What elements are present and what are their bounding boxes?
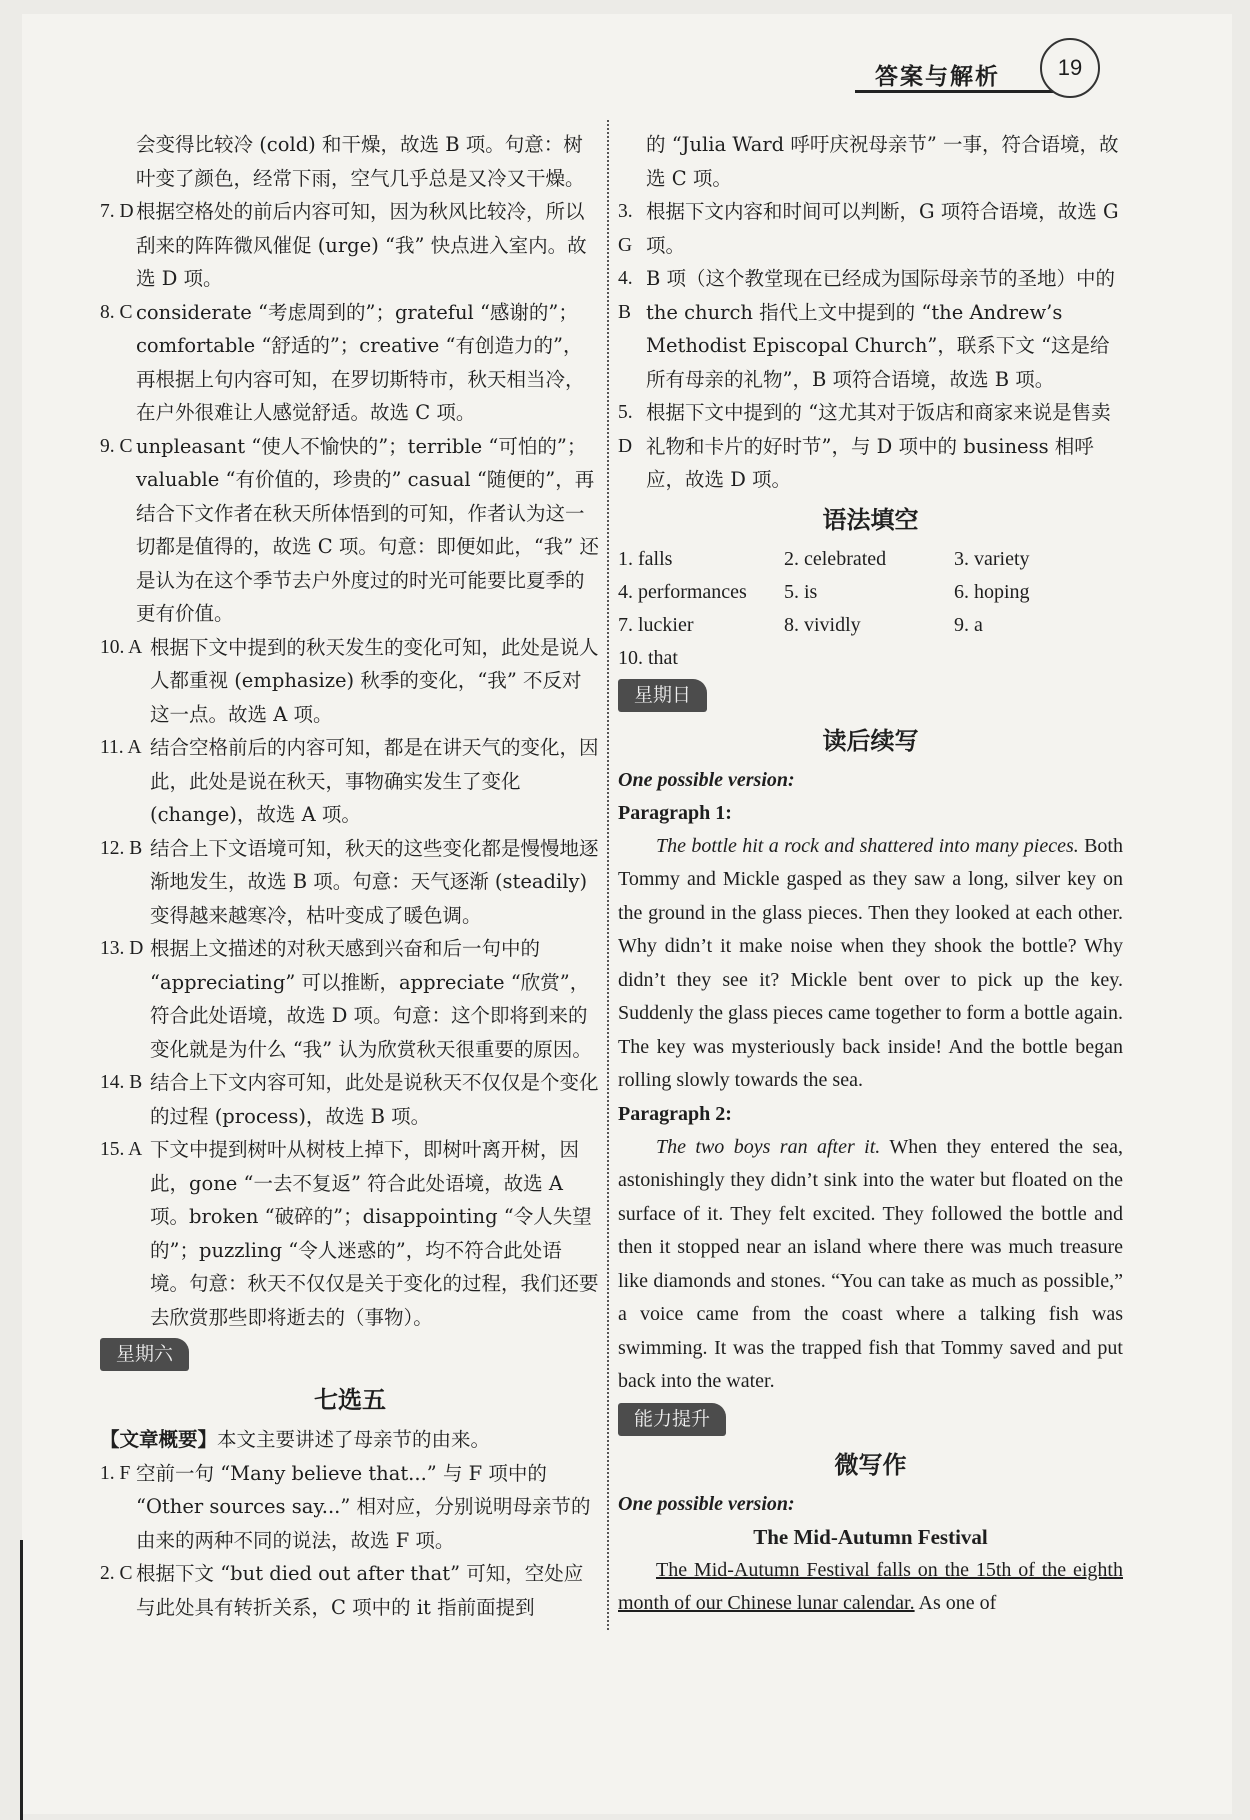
answer-item (618, 396, 1123, 497)
answer-item (100, 1066, 600, 1133)
paragraph-1 (618, 830, 1123, 1098)
paragraph-2-text: When they entered the sea, astonishingly they didn’t sink into the water but floated on the surface of it. They felt excited. They followed the bottle and then it stopped near an island where there was much treasure like diamonds and stones. “You can take as much as possible,” a voice came from the coast where a talking fish was swimming. It was the trapped fish that Tommy saved and put back into the water. (618, 1135, 1123, 1392)
answer-number: 4. B (618, 268, 633, 323)
grammar-answer: 2. celebrated (784, 547, 887, 570)
essay-underlined: The Mid-Autumn Festival falls on the 15th of the eighth month of our Chinese lunar calendar. (618, 1558, 1123, 1614)
answer-number: 12. B (100, 837, 143, 859)
answer-number: 8. C (100, 301, 133, 323)
answer-item (100, 932, 600, 1066)
answer-item (100, 731, 600, 832)
answer-item (100, 832, 600, 933)
answer-text: 根据空格处的前后内容可知，因为秋风比较冷，所以刮来的阵阵微风催促 (urge) “我” 快点进入室内。故选 D 项。 (136, 200, 587, 290)
answer-number: 15. A (100, 1139, 143, 1160)
answer-text: 下文中提到树叶从树枝上掉下，即树叶离开树，因此，gone “一去不复返” 符合此处语境，故选 A 项。broken “破碎的”；disappointing “令人失望的”；puzzling “令人迷惑的”，均不符合此处语境。句意：秋天不仅仅是关于变化的过程，我们还要去欣赏那些即将逝去的（事物）。 (150, 1138, 599, 1329)
answer-number: 10. A (100, 636, 143, 658)
answer-text: 结合上下文内容可知，此处是说秋天不仅仅是个变化的过程 (process)，故选 B 项。 (150, 1071, 599, 1128)
answer-number: 9. C (100, 435, 133, 457)
answer-number: 13. D (100, 938, 144, 959)
paragraph-1-label: Paragraph 1: (618, 801, 732, 824)
right-column (618, 128, 1123, 1621)
summary-text: 本文主要讲述了母亲节的由来。 (217, 1428, 491, 1451)
column-divider (607, 120, 609, 1630)
answer-item (618, 262, 1123, 396)
answer-item (100, 296, 600, 430)
paragraph-1-start: The bottle hit a rock and shattered into many pieces. (656, 834, 1079, 857)
answer-text: considerate “考虑周到的”；grateful “感谢的”；comfortable “舒适的”；creative “有创造力的”，再根据上句内容可知，在罗切斯特市，秋天相当冷，在户外很难让人感觉舒适。故选 C 项。 (136, 300, 585, 424)
grammar-answer: 1. falls (618, 547, 673, 570)
answer-text: 结合上下文语境可知，秋天的这些变化都是慢慢地逐渐地发生，故选 B 项。句意：天气逐渐 (steadily) 变得越来越寒冷，枯叶变成了暖色调。 (150, 836, 599, 927)
answer-text: 空前一句 “Many believe that...” 与 F 项中的 “Other sources say...” 相对应，分别说明母亲节的由来的两种不同的说法，故选 F 项。 (136, 1461, 591, 1552)
page-number: 19 (1040, 38, 1100, 98)
essay-title: The Mid-Autumn Festival (753, 1524, 988, 1549)
answer-text: 结合空格前后的内容可知，都是在讲天气的变化，因此，此处是说在秋天，事物确实发生了变化 (change)，故选 A 项。 (150, 736, 599, 826)
answer-number: 1. F (100, 1462, 131, 1484)
answer-item (100, 1133, 600, 1334)
grammar-answer: 3. variety (954, 547, 1030, 570)
grammar-answer: 9. a (954, 613, 983, 636)
answer-item (618, 195, 1123, 262)
section-title-continuation: 读后续写 (822, 726, 919, 755)
paragraph-1-text: Both Tommy and Mickle gasped as they saw a long, silver key on the ground in the glass pieces. Then they looked at each other. Why didn’t it make noise when they shook the bottle? Why didn’t they see it? Mickle bent over to pick up the key. Suddenly the glass pieces came together to form a bottle again. The key was mysteriously back inside! And the bottle began rolling slowly towards the sea. (618, 834, 1123, 1091)
header-title: 答案与解析 (875, 64, 1000, 90)
answer-number: 5. D (618, 402, 633, 457)
answer-item (100, 1557, 600, 1624)
answer-item (100, 631, 600, 732)
paragraph-2 (618, 1131, 1123, 1399)
grammar-answer: 8. vividly (784, 613, 861, 636)
section-title-qixuanwu: 七选五 (314, 1386, 386, 1414)
answer-item (100, 430, 600, 631)
essay-rest: As one of (918, 1592, 997, 1614)
page-edge (20, 1540, 23, 1820)
page-header (855, 38, 1095, 94)
day-tag-sunday: 星期日 (618, 679, 707, 712)
paragraph-2-label: Paragraph 2: (618, 1102, 732, 1125)
continued-text: 会变得比较冷 (cold) 和干燥，故选 B 项。句意：树叶变了颜色，经常下雨，空气几乎总是又冷又干燥。 (136, 133, 585, 190)
day-tag-saturday: 星期六 (100, 1338, 189, 1371)
section-tag-ability: 能力提升 (618, 1403, 726, 1436)
answer-item (100, 1457, 600, 1558)
answer-text: 根据上文描述的对秋天感到兴奋和后一句中的 “appreciating” 可以推断，appreciate “欣赏”，符合此处语境，故选 D 项。句意：这个即将到来的变化就是为什么 “我” 认为欣赏秋天很重要的原因。 (150, 937, 592, 1061)
answer-number: 3. G (618, 201, 633, 256)
grammar-answers (618, 543, 1123, 675)
grammar-answer: 5. is (784, 580, 818, 603)
answer-text: B 项（这个教堂现在已经成为国际母亲节的圣地）中的 the church 指代上文中提到的 “the Andrew’s Methodist Episcopal Church”，联系下文 “这是给所有母亲的礼物”，B 项符合语境，故选 B 项。 (646, 267, 1116, 391)
essay-body (618, 1554, 1123, 1621)
continued-text: 的 “Julia Ward 呼吁庆祝母亲节” 一事，符合语境，故选 C 项。 (646, 133, 1119, 190)
grammar-answer: 4. performances (618, 580, 747, 603)
section-title-micro-writing: 微写作 (834, 1450, 907, 1479)
grammar-answer: 10. that (618, 646, 678, 669)
left-column (100, 128, 600, 1624)
summary (100, 1423, 600, 1457)
answer-text: 根据下文内容和时间可以判断，G 项符合语境，故选 G 项。 (646, 200, 1119, 257)
answer-text: unpleasant “使人不愉快的”；terrible “可怕的”；valuable “有价值的，珍贵的” casual “随便的”，再结合下文作者在秋天所体悟到的可知，作者认为这一切都是值得的，故选 C 项。句意：即便如此，“我” 还是认为在这个季节去户外度过的时光可能要比夏季的更有价值。 (136, 434, 599, 625)
answer-text: 根据下文中提到的 “这尤其对于饭店和商家来说是售卖礼物和卡片的好时节”，与 D 项中的 business 相呼应，故选 D 项。 (646, 401, 1111, 491)
possible-version-label: One possible version: (618, 1492, 795, 1515)
possible-version-label: One possible version: (618, 768, 795, 791)
answer-text: 根据下文 “but died out after that” 可知，空处应与此处具有转折关系，C 项中的 it 指前面提到 (136, 1562, 584, 1619)
answer-item (100, 195, 600, 296)
answer-number: 2. C (100, 1563, 133, 1584)
paragraph-2-start: The two boys ran after it. (656, 1135, 881, 1158)
summary-label: 【文章概要】 (100, 1428, 218, 1451)
answer-number: 14. B (100, 1072, 143, 1093)
grammar-answer: 6. hoping (954, 580, 1030, 603)
grammar-answer: 7. luckier (618, 613, 694, 636)
answer-number: 11. A (100, 737, 142, 758)
section-title-grammar: 语法填空 (822, 505, 919, 534)
answer-number: 7. D (100, 201, 134, 222)
answer-text: 根据下文中提到的秋天发生的变化可知，此处是说人人都重视 (emphasize) 秋季的变化，“我” 不反对这一点。故选 A 项。 (150, 635, 599, 726)
